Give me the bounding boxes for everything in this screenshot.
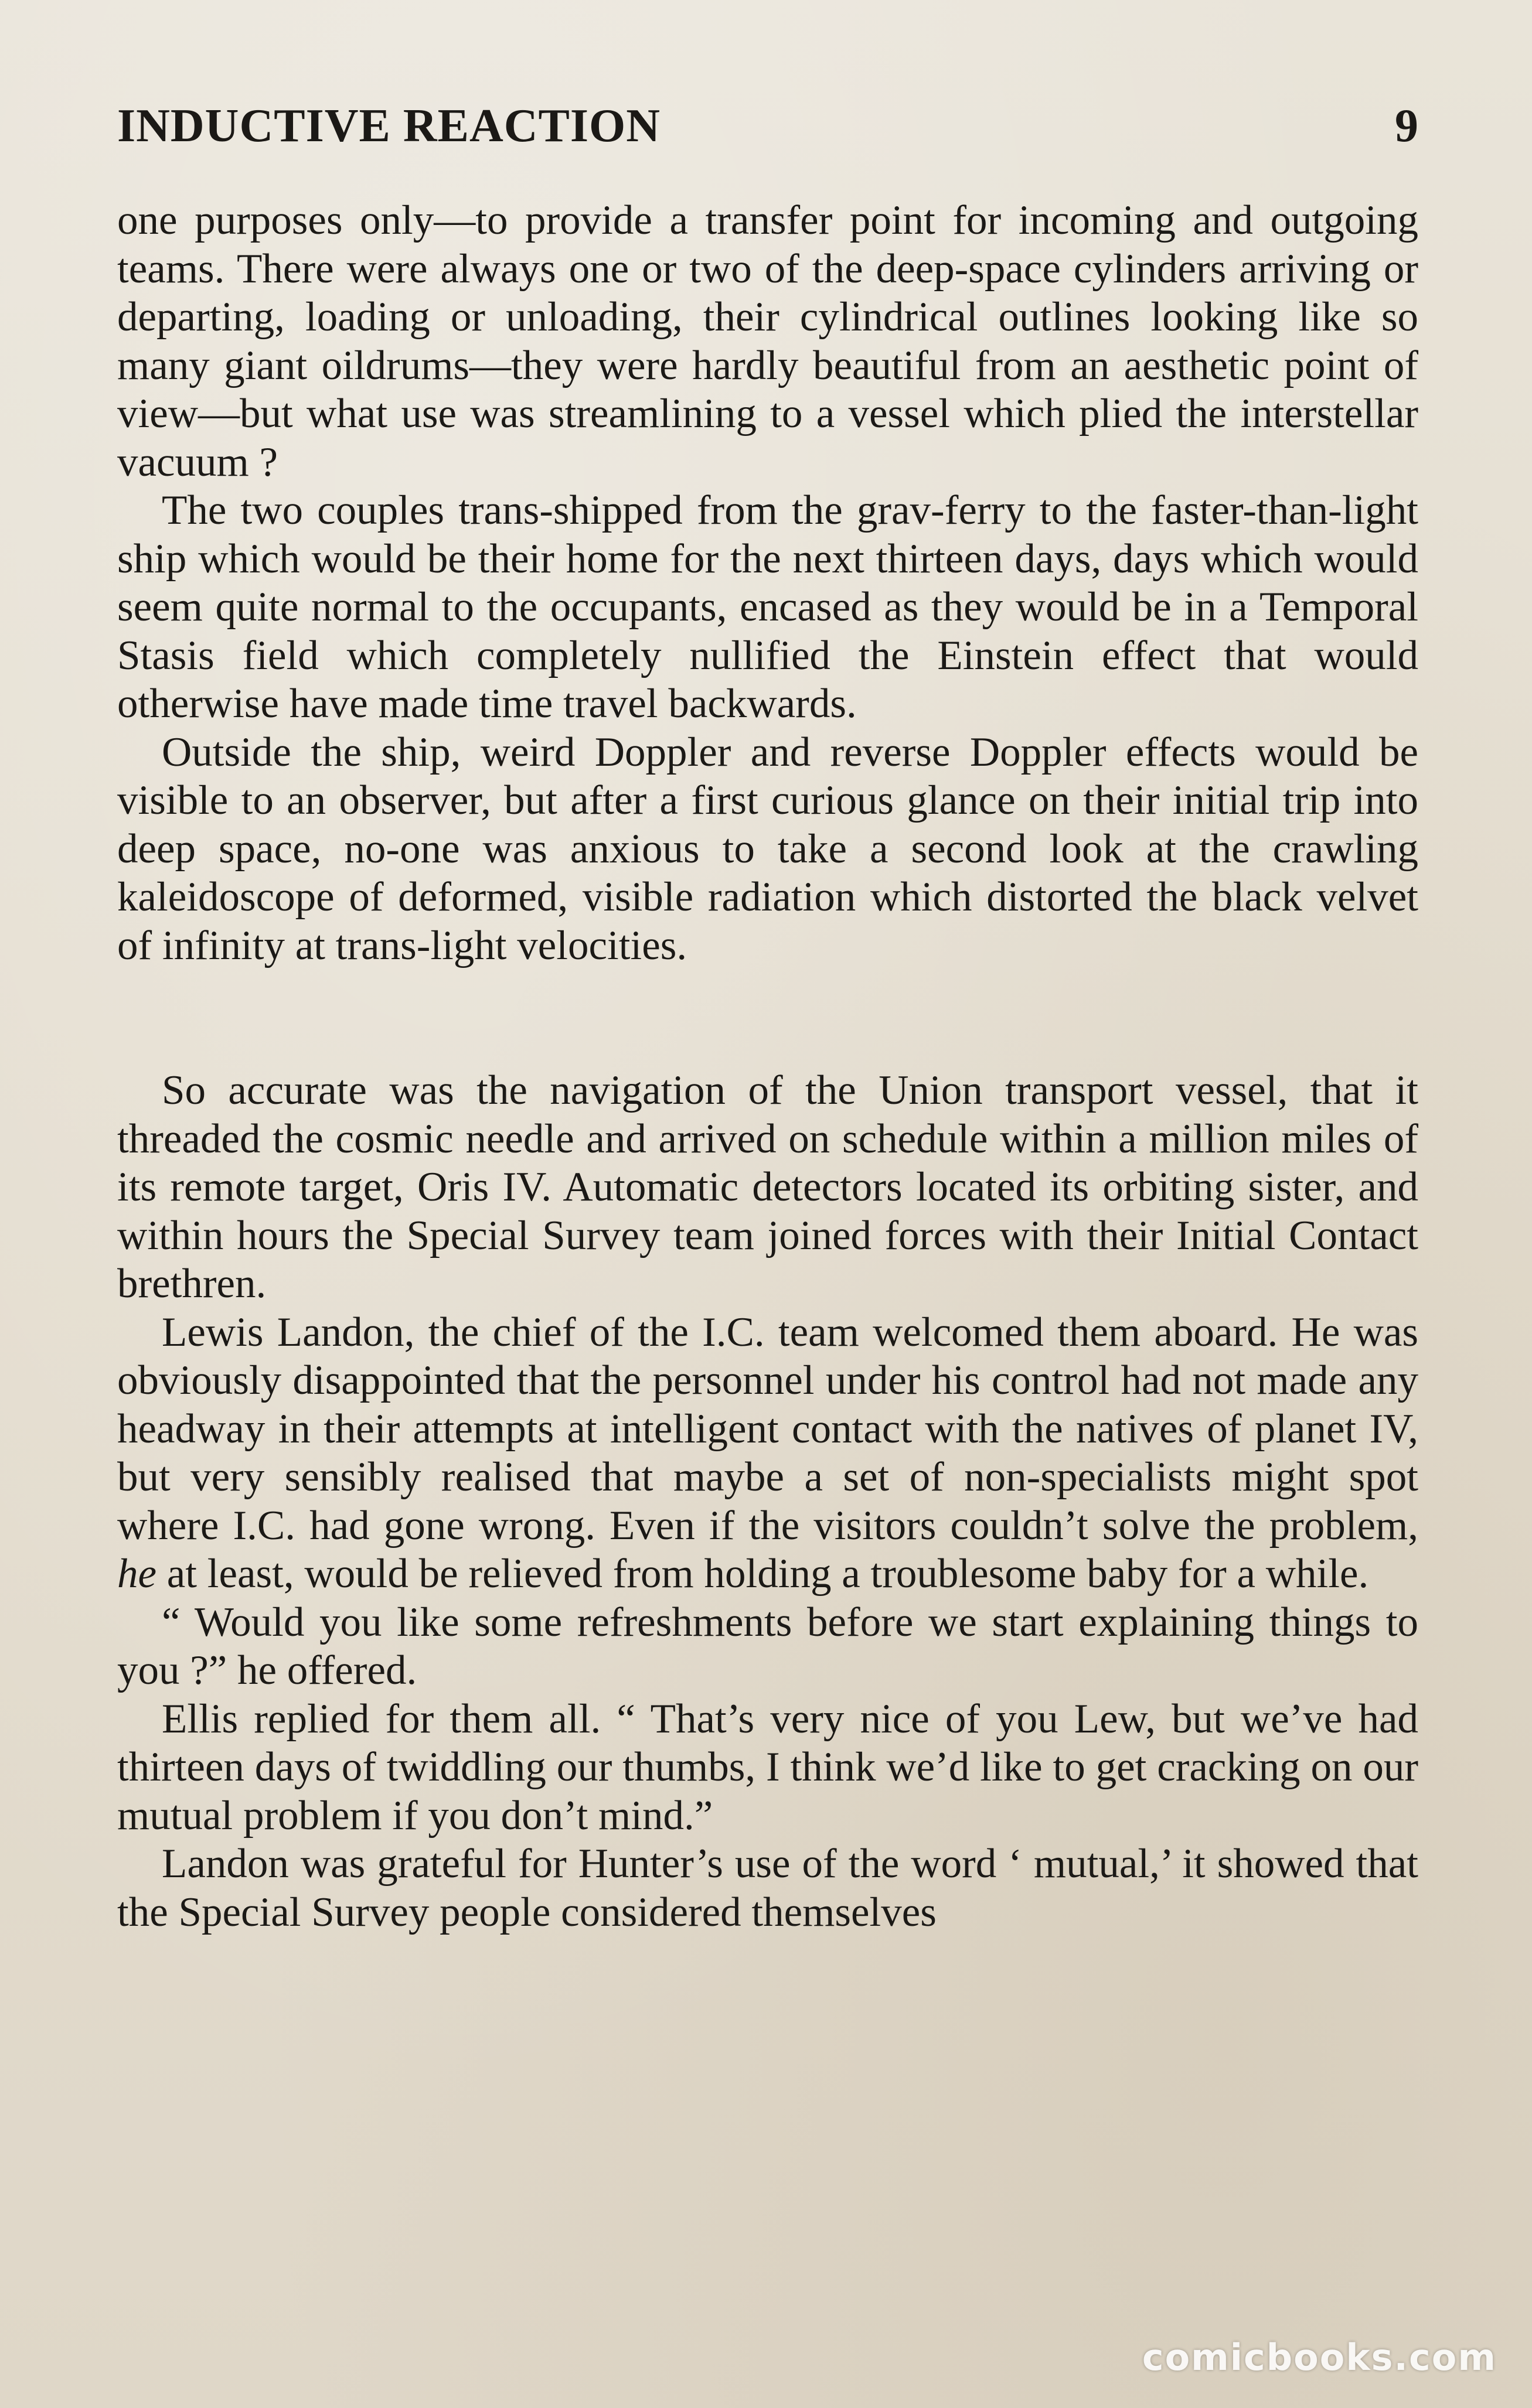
paragraph-text-before: Lewis Landon, the chief of the I.C. team welcomed them aboard. He was obviously disappointed that the personnel under his control had not made any headway in their attempts at intelligent contact with the natives of planet IV, but very sensibly realised that maybe a set of non-specialists might spot where I.C. had gone wrong. Even if the visitors couldn’t solve the problem,: [117, 1309, 1418, 1549]
paragraph: Landon was grateful for Hunter’s use of the word ‘ mutual,’ it showed that the Special Survey people considered themselves: [117, 1841, 1418, 1935]
paragraph: Ellis replied for them all. “ That’s very nice of you Lew, but we’ve had thirteen days of twiddling our thumbs, I think we’d like to get cracking on our mutual problem if you don’t mind.”: [117, 1696, 1418, 1839]
paragraph: Outside the ship, weird Doppler and reverse Doppler effects would be visible to an observer, but after a first curious glance on their initial trip into deep space, no-one was anxious to take a second look at the crawling kaleidoscope of deformed, visible radiation which distorted the black velvet of infinity at trans-light velocities.: [117, 729, 1418, 968]
paragraph-text-after: at least, would be relieved from holding a troublesome baby for a while.: [156, 1551, 1369, 1597]
section-break: [117, 970, 1418, 1066]
page-number: 9: [1395, 100, 1418, 152]
paragraph-continuation: one purposes only—to provide a transfer point for incoming and outgoing teams. There were always one or two of the deep-space cylinders arriving or departing, loading or unloading, their cylindrical outlines looking like so many giant oildrums—they were hardly beautiful from an aesthetic point of view—but what use was streamlining to a vessel which plied the interstellar vacuum ?: [117, 197, 1418, 485]
paragraph: So accurate was the navigation of the Union transport vessel, that it threaded the cosmic needle and arrived on schedule within a million miles of its remote target, Oris IV. Automatic detectors located its orbiting sister, and within hours the Special Survey team joined forces with their Initial Contact brethren.: [117, 1067, 1418, 1307]
paragraph: The two couples trans-shipped from the grav-ferry to the faster-than-light ship which would be their home for the next thirteen days, days which would seem quite normal to the occupants, encased as they would be in a Temporal Stasis field which completely nullified the Einstein effect that would otherwise have made time travel backwards.: [117, 487, 1418, 727]
emphasis-text: he: [117, 1551, 157, 1597]
body-text: [117, 196, 1418, 1936]
paragraph: [117, 1308, 1418, 1598]
watermark-text: comicbooks.com: [1142, 2336, 1497, 2379]
paragraph: “ Would you like some refreshments before we start explaining things to you ?” he offered.: [117, 1599, 1418, 1693]
page-header: [117, 100, 1418, 158]
running-title: INDUCTIVE REACTION: [117, 100, 661, 152]
